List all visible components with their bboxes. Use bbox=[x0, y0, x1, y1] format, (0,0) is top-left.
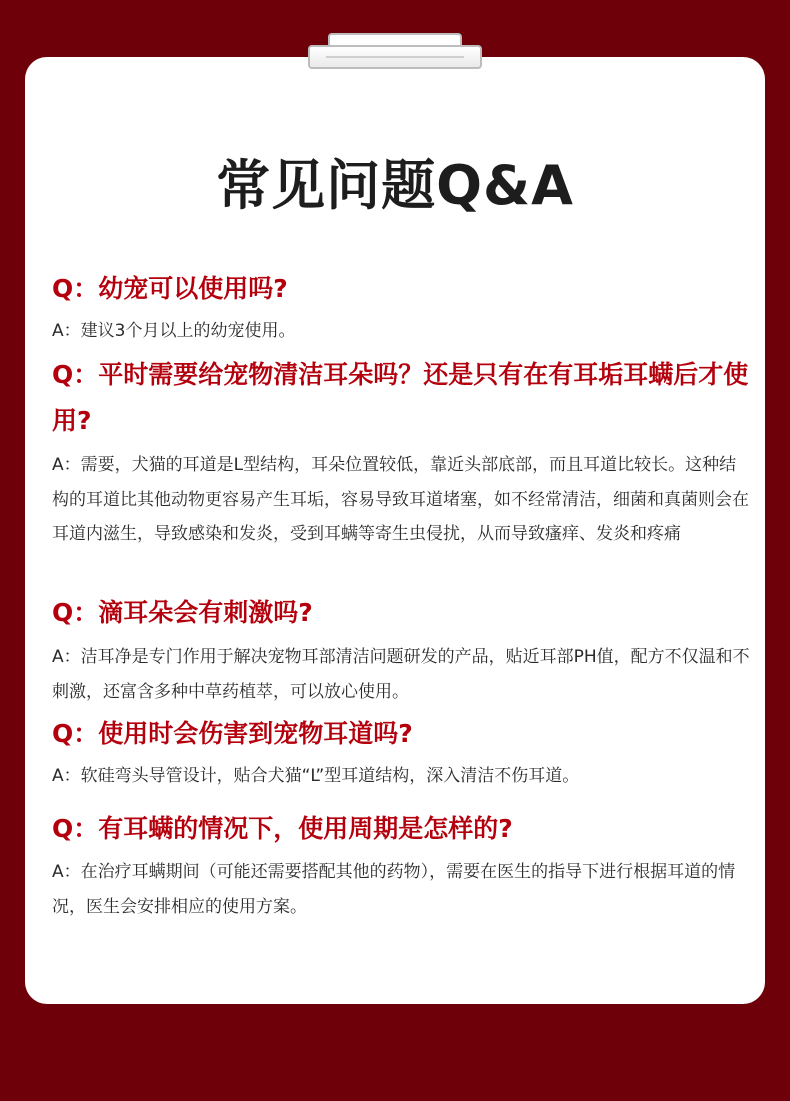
faq-question-3: Q：滴耳朵会有刺激吗? bbox=[52, 598, 313, 627]
faq-question-4: Q：使用时会伤害到宠物耳道吗? bbox=[52, 719, 413, 748]
faq-answer-1: A：建议3个月以上的幼宠使用。 bbox=[52, 321, 296, 341]
page-title: 常见问题Q&A bbox=[216, 154, 574, 217]
faq-question-5: Q：有耳螨的情况下，使用周期是怎样的? bbox=[52, 814, 513, 843]
faq-answer-4: A：软硅弯头导管设计，贴合犬猫“L”型耳道结构，深入清洁不伤耳道。 bbox=[52, 766, 580, 786]
faq-answer-5: A：在治疗耳螨期间（可能还需要搭配其他的药物），需要在医生的指导下进行根据耳道的情况，医生会安排相应的使用方案。 bbox=[52, 862, 736, 917]
faq-answer-3: A：洁耳净是专门作用于解决宠物耳部清洁问题研发的产品，贴近耳部PH值，配方不仅温和不刺激，还富含多种中草药植萃，可以放心使用。 bbox=[52, 647, 750, 702]
faq-question-1: Q：幼宠可以使用吗? bbox=[52, 274, 288, 303]
clipboard-clip-icon bbox=[308, 33, 482, 73]
faq-answer-2: A：需要，犬猫的耳道是L型结构，耳朵位置较低，靠近头部底部，而且耳道比较长。这种结构的耳道比其他动物更容易产生耳垢，容易导致耳道堵塞，如不经常清洁，细菌和真菌则会在耳道内滋生，导致感染和发炎，受到耳螨等寄生虫侵扰，从而导致瘙痒、发炎和疼痛 bbox=[52, 455, 749, 544]
faq-question-2: Q：平时需要给宠物清洁耳朵吗？还是只有在有耳垢耳螨后才使用? bbox=[52, 360, 749, 435]
